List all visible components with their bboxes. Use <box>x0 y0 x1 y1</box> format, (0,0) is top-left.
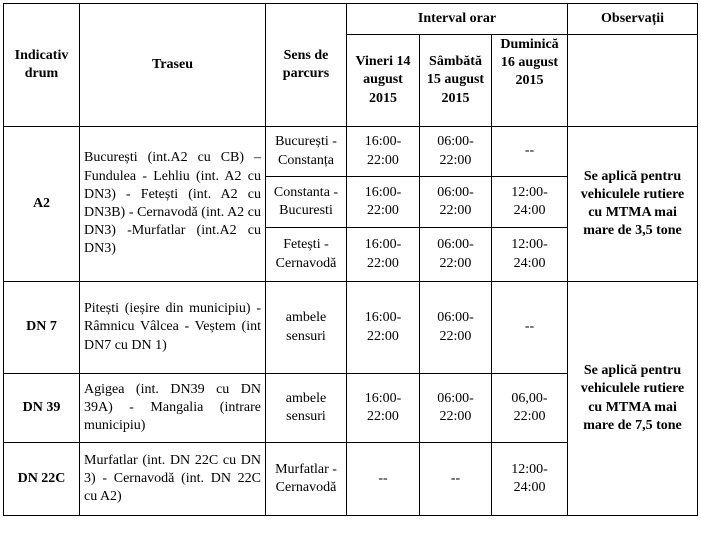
header-road: Indicativ drum <box>4 4 80 127</box>
sun-a2-1: -- <box>492 127 568 177</box>
road-a2: A2 <box>4 127 80 282</box>
direction-dn7: ambele sensuri <box>266 282 347 374</box>
header-direction: Sens de parcurs <box>266 4 347 127</box>
observation-group-1: Se aplică pentru vehiculele rutiere cu MTMA mai mare de 3,5 tone <box>568 127 698 282</box>
fri-a2-3: 16:00-22:00 <box>347 228 420 282</box>
sat-a2-2: 06:00-22:00 <box>420 177 492 228</box>
header-saturday: Sâmbătă 15 august 2015 <box>420 35 492 127</box>
fri-dn22c: -- <box>347 443 420 516</box>
route-dn7: Pitești (ieșire din municipiu) - Râmnicu Vâlcea - Veștem (int DN7 cu DN 1) <box>80 282 266 374</box>
sun-dn39: 06,00-22:00 <box>492 374 568 443</box>
fri-a2-2: 16:00-22:00 <box>347 177 420 228</box>
direction-dn39: ambele sensuri <box>266 374 347 443</box>
fri-dn7: 16:00-22:00 <box>347 282 420 374</box>
direction-a2-3: Fetești - Cernavodă <box>266 228 347 282</box>
sat-dn39: 06:00-22:00 <box>420 374 492 443</box>
sat-a2-3: 06:00-22:00 <box>420 228 492 282</box>
route-a2: București (int.A2 cu CB) – Fundulea - Lehliu (int. A2 cu DN3) - Fetești (int. A2 cu DN3B) - Cernavodă (int. A2 cu DN3) -Murfatlar (int.A2 cu DN3) <box>80 127 266 282</box>
direction-dn22c: Murfatlar - Cernavodă <box>266 443 347 516</box>
header-sunday: Duminică 16 august 2015 <box>492 35 568 127</box>
header-route: Traseu <box>80 4 266 127</box>
sun-a2-3: 12:00-24:00 <box>492 228 568 282</box>
fri-dn39: 16:00-22:00 <box>347 374 420 443</box>
sun-dn7: -- <box>492 282 568 374</box>
sat-dn22c: -- <box>420 443 492 516</box>
sat-dn7: 06:00-22:00 <box>420 282 492 374</box>
direction-a2-2: Constanta - Bucuresti <box>266 177 347 228</box>
header-observations: Observații <box>568 4 698 35</box>
direction-a2-1: București - Constanța <box>266 127 347 177</box>
sun-a2-2: 12:00-24:00 <box>492 177 568 228</box>
road-dn7: DN 7 <box>4 282 80 374</box>
restrictions-table <box>3 3 698 516</box>
road-dn39: DN 39 <box>4 374 80 443</box>
route-dn22c: Murfatlar (int. DN 22C cu DN 3) - Cernavodă (int. DN 22C cu A2) <box>80 443 266 516</box>
header-interval: Interval orar <box>347 4 568 35</box>
sat-a2-1: 06:00-22:00 <box>420 127 492 177</box>
sun-dn22c: 12:00-24:00 <box>492 443 568 516</box>
route-dn39: Agigea (int. DN39 cu DN 39A) - Mangalia (intrare municipiu) <box>80 374 266 443</box>
road-dn22c: DN 22C <box>4 443 80 516</box>
header-observations-blank <box>568 35 698 127</box>
header-friday: Vineri 14 august 2015 <box>347 35 420 127</box>
fri-a2-1: 16:00-22:00 <box>347 127 420 177</box>
observation-group-2: Se aplică pentru vehiculele rutiere cu MTMA mai mare de 7,5 tone <box>568 282 698 516</box>
